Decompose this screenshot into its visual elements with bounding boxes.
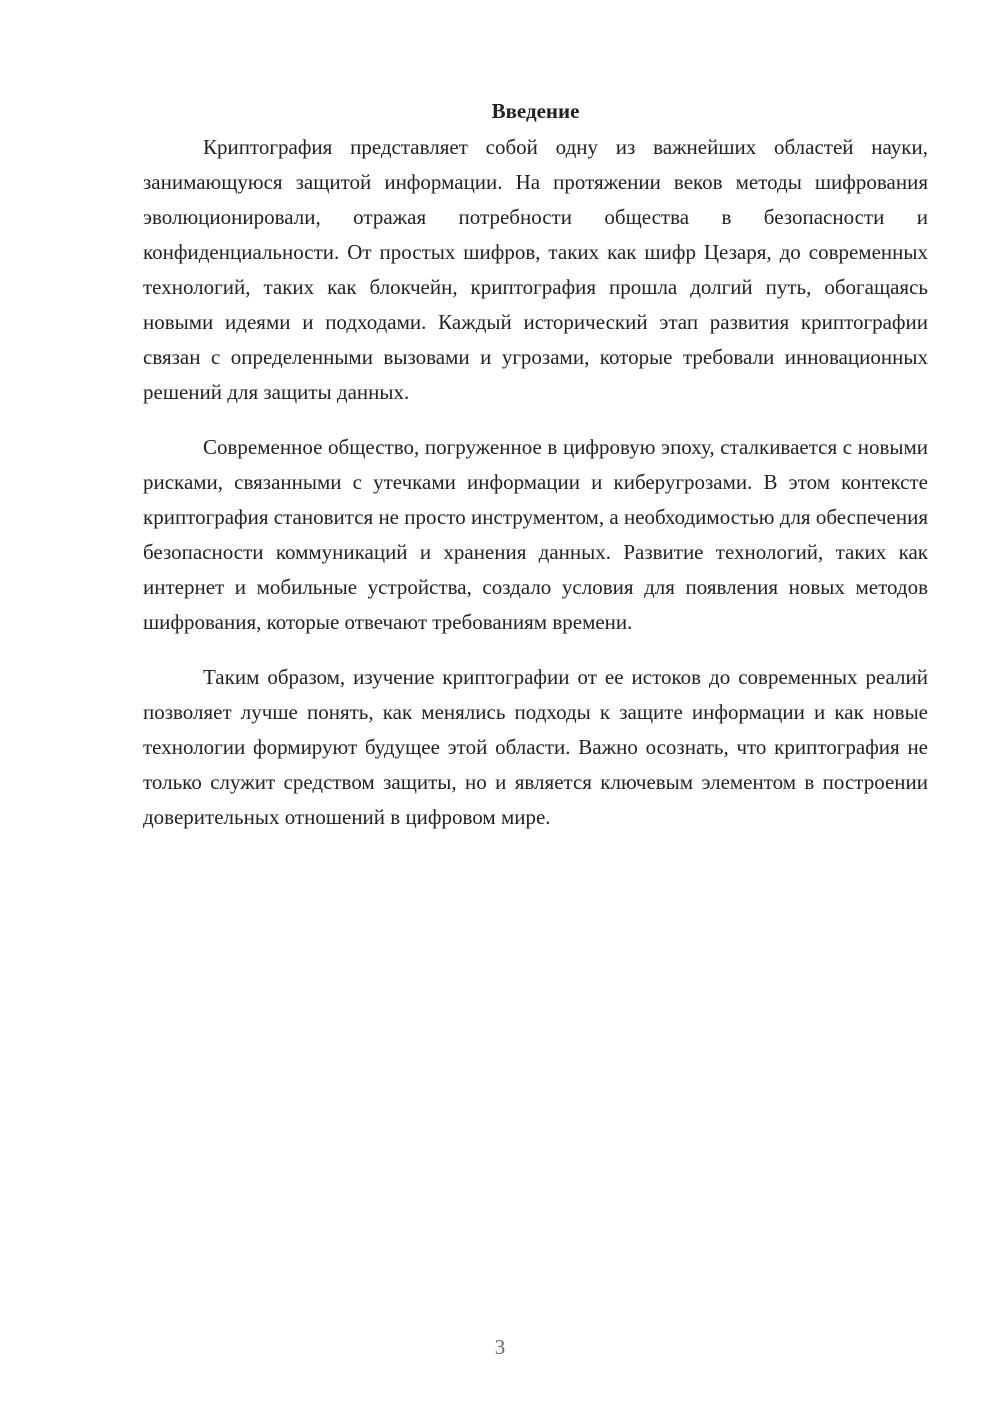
section-heading: Введение xyxy=(491,99,580,123)
paragraph-2: Современное общество, погруженное в цифровую эпоху, сталкивается с новыми рисками, связанными с утечками информации и киберугрозами. В этом контексте криптография становится не просто инструментом, а необходимостью для обеспечения безопасности коммуникаций и хранения данных. Развитие технологий, таких как интернет и мобильные устройства, создало условия для появления новых методов шифрования, которые отвечают требованиям времени. xyxy=(143,435,928,634)
paragraph-3: Таким образом, изучение криптографии от ее истоков до современных реалий позволяет лучше понять, как менялись подходы к защите информации и как новые технологии формируют будущее этой области. Важно осознать, что криптография не только служит средством защиты, но и является ключевым элементом в построении доверительных отношений в цифровом мире. xyxy=(143,665,928,829)
page-content xyxy=(143,96,928,855)
paragraph-1: Криптография представляет собой одну из важнейших областей науки, занимающуюся защитой информации. На протяжении веков методы шифрования эволюционировали, отражая потребности общества в безопасности и конфиденциальности. От простых шифров, таких как шифр Цезаря, до современных технологий, таких как блокчейн, криптография прошла долгий путь, обогащаясь новыми идеями и подходами. Каждый исторический этап развития криптографии связан с определенными вызовами и угрозами, которые требовали инновационных решений для защиты данных. xyxy=(143,135,928,404)
page-number: 3 xyxy=(494,1335,506,1359)
